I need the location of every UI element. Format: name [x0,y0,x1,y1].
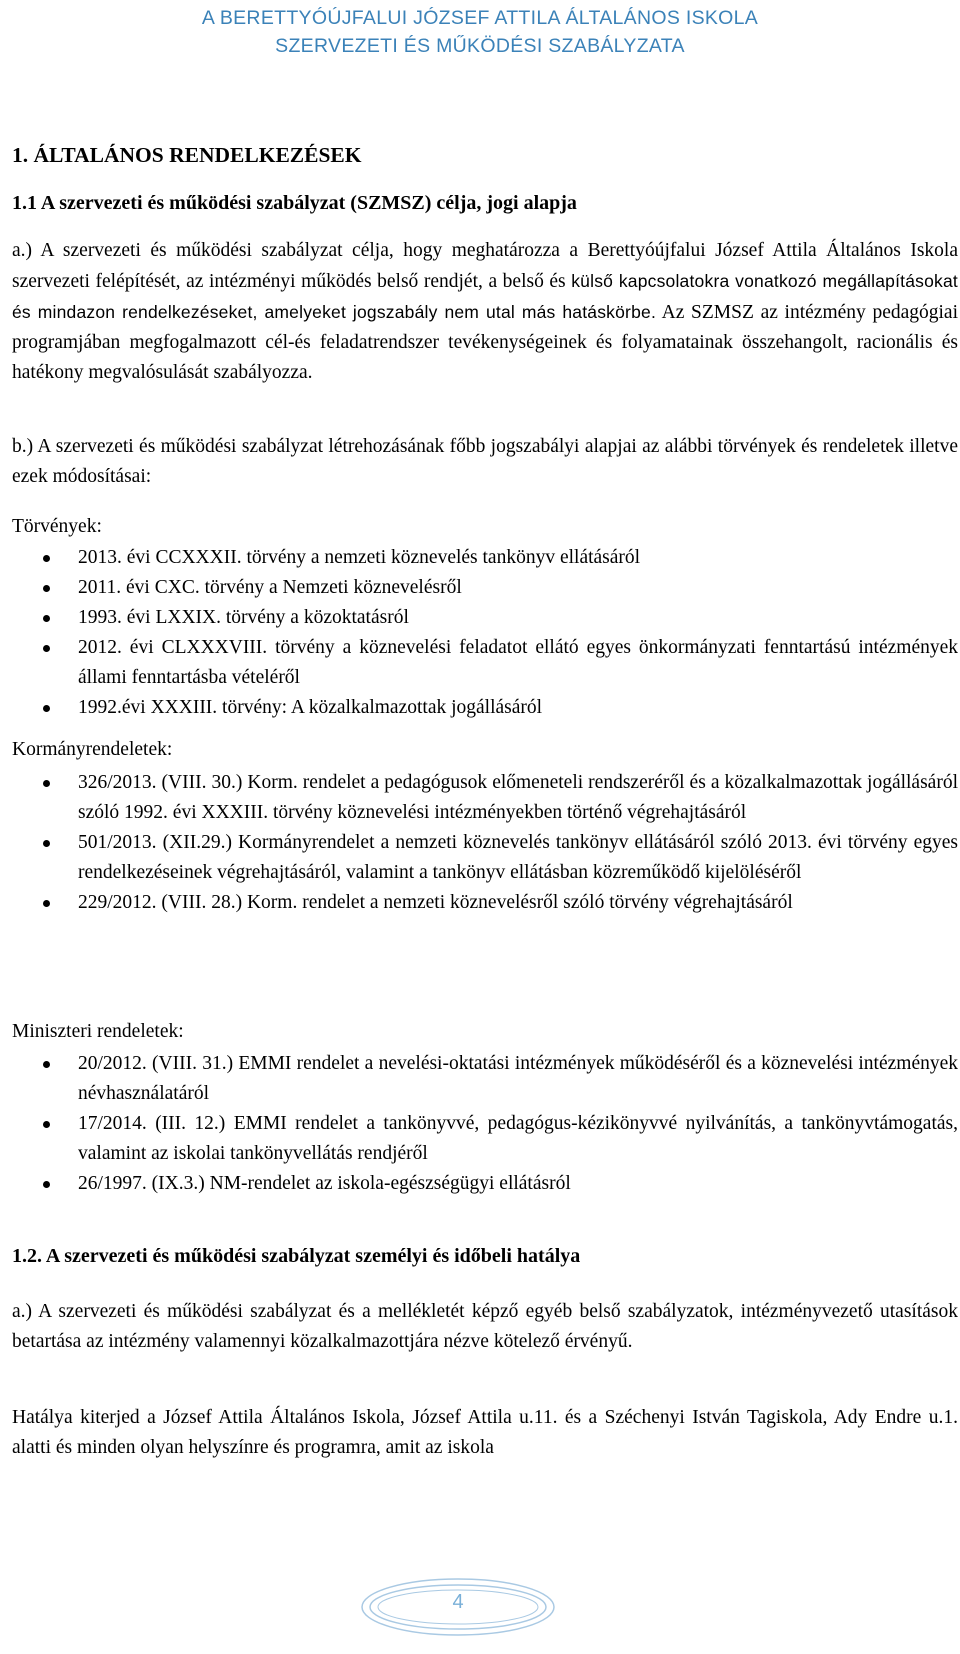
paragraph-1-1-a [12,236,958,388]
paragraph-1-1-a-end: Az SZMSZ az intézmény pedagógiai programjában megfogalmazott cél-és feladatrendszer tevékenységeinek és folyamatainak összehangolt, racionális és hatékony megvalósulását szabályozza. [12,302,959,383]
list-item: 501/2013. (XII.29.) Kormányrendelet a nemzeti köznevelés tankönyv ellátásáról szóló 2013. évi törvény egyes rendelkezéseinek végrehajtásáról, valamint a tankönyv ellátásban közreműködő kijelöléséről [0,828,958,888]
page-number: 4 [452,1591,464,1613]
bullet-icon [43,705,50,712]
list-item: 1993. évi LXXIX. törvény a közoktatásról [0,603,958,633]
bullet-icon [43,555,50,562]
laws-label: Törvények: [12,516,102,537]
header-line-1: A BERETTYÓÚJFALUI JÓZSEF ATTILA ÁLTALÁNOS ISKOLA [201,7,759,29]
gov-decrees-label: Kormányrendeletek: [12,739,173,760]
laws-list [0,543,958,723]
list-item: 26/1997. (IX.3.) NM-rendelet az iskola-egészségügyi ellátásról [0,1169,958,1199]
bullet-icon [43,900,50,907]
section-1-title: 1. ÁLTALÁNOS RENDELKEZÉSEK [12,143,362,167]
ministerial-decrees-list [0,1049,958,1199]
bullet-icon [43,780,50,787]
bullet-icon [43,1121,50,1128]
bullet-icon [43,1181,50,1188]
list-item: 20/2012. (VIII. 31.) EMMI rendelet a nevelési-oktatási intézmények működéséről és a köznevelési intézmények névhasználatáról [0,1049,958,1109]
ministerial-decrees-label: Miniszteri rendeletek: [12,1021,184,1042]
list-item: 326/2013. (VIII. 30.) Korm. rendelet a pedagógusok előmeneteli rendszeréről és a közalkalmazottak jogállásáról szóló 1992. évi XXXIII. törvény köznevelési intézményekben történő végrehajtásáról [0,768,958,828]
list-item: 17/2014. (III. 12.) EMMI rendelet a tankönyvvé, pedagógus-kézikönyvvé nyilvánítás, a tankönyvtámogatás, valamint az iskolai tankönyvellátás rendjéről [0,1109,958,1169]
subsection-1-2-title: 1.2. A szervezeti és működési szabályzat személyi és időbeli hatálya [12,1245,581,1267]
paragraph-1-2-a: a.) A szervezeti és működési szabályzat és a mellékletét képző egyéb belső szabályzatok, intézményvezető utasítások betartása az intézmény valamennyi közalkalmazottjára nézve kötelező érvényű. [12,1301,958,1352]
list-item: 2012. évi CLXXXVIII. törvény a köznevelési feladatot ellátó egyes önkormányzati fenntartású intézmények állami fenntartásba vételéről [0,633,958,693]
bullet-icon [43,1061,50,1068]
header-line-2: SZERVEZETI ÉS MŰKÖDÉSI SZABÁLYZATA [275,35,685,57]
paragraph-1-1-a-start: a.) A szervezeti és működési szabályzat célja, hogy meghatározza a Berettyóújfalui József Attila Általános Iskola szervezeti felépítését, az intézményi működés belső rendjét, a belső és [12,240,958,292]
list-item: 2013. évi CCXXXII. törvény a nemzeti köznevelés tankönyv ellátásáról [0,543,958,573]
subsection-1-1-title: 1.1 A szervezeti és működési szabályzat (SZMSZ) célja, jogi alapja [12,192,577,214]
paragraph-1-1-b: b.) A szervezeti és működési szabályzat létrehozásának főbb jogszabályi alapjai az alábbi törvények és rendeletek illetve ezek módosításai: [12,436,958,487]
page-number-badge [358,1575,558,1639]
list-item: 2011. évi CXC. törvény a Nemzeti köznevelésről [0,573,958,603]
bullet-icon [43,645,50,652]
bullet-icon [43,615,50,622]
list-item: 1992.évi XXXIII. törvény: A közalkalmazottak jogállásáról [0,693,958,723]
paragraph-1-1-a-middle: külső kapcsolatokra vonatkozó megállapításokat és mindazon rendelkezéseket, amelyeket jogszabály nem utal más hatáskörbe. [12,271,958,322]
paragraph-1-2-b: Hatálya kiterjed a József Attila Általános Iskola, József Attila u.11. és a Széchenyi István Tagiskola, Ady Endre u.1. alatti és minden olyan helyszínre és programra, amit az iskola [12,1407,958,1458]
list-item: 229/2012. (VIII. 28.) Korm. rendelet a nemzeti köznevelésről szóló törvény végrehajtásáról [0,888,958,918]
running-header [0,4,960,60]
bullet-icon [43,840,50,847]
gov-decrees-list [0,768,958,918]
bullet-icon [43,585,50,592]
